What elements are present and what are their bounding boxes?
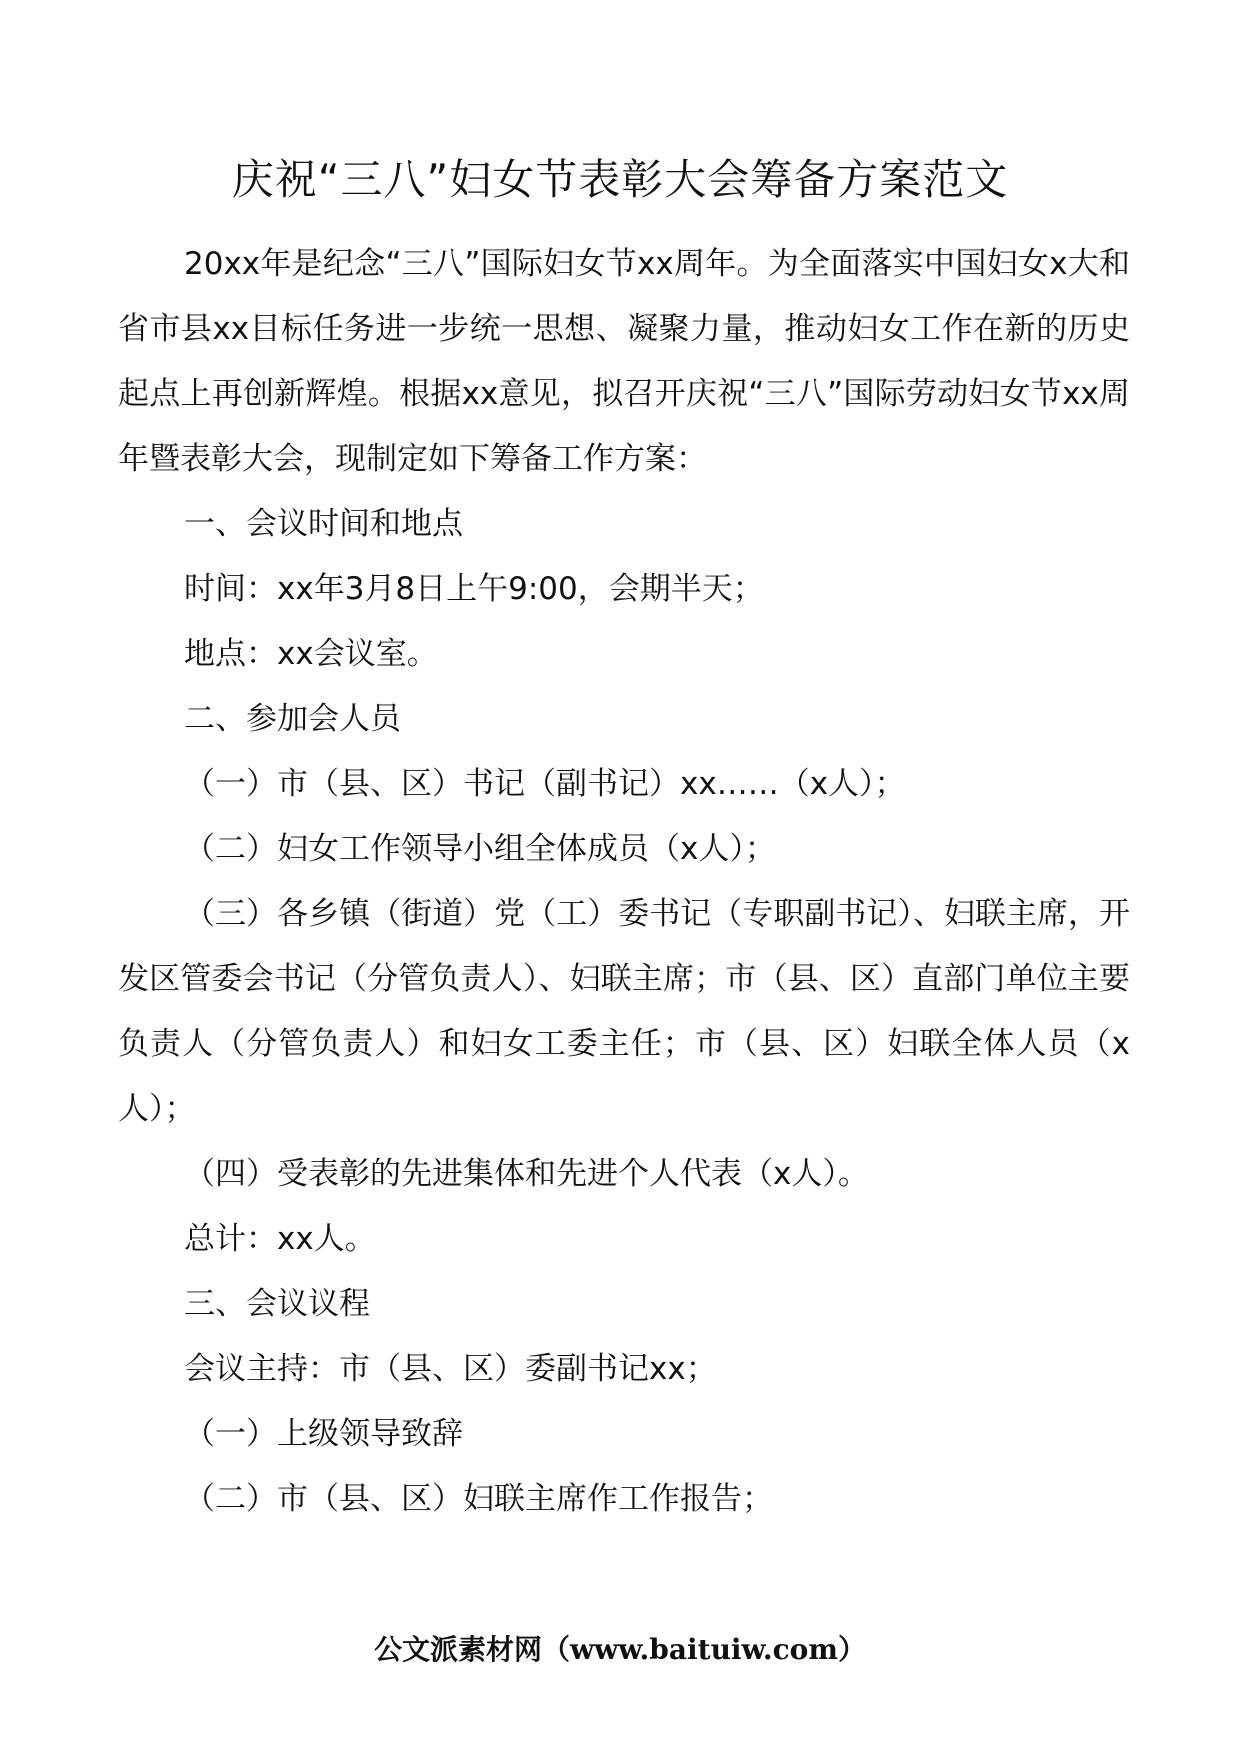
paragraph: 会议主持：市（县、区）委副书记xx； [184,1351,717,1387]
paragraph: 地点：xx会议室。 [184,636,438,672]
footer-watermark-text: 公文派素材网（www.baituiw.com） [374,1633,866,1666]
paragraph: 总计：xx人。 [184,1221,376,1257]
list-item: （二）市（县、区）妇联主席作工作报告； [184,1481,773,1517]
list-item: （一）市（县、区）书记（副书记）xx……（x人）； [184,766,906,802]
section-heading: 一、会议时间和地点 [184,506,463,542]
list-item: （二）妇女工作领导小组全体成员（x人）； [184,831,776,867]
intro-paragraph: 20xx年是纪念“三八”国际妇女节xx周年。为全面落实中国妇女x大和省市县xx目标任务进一步统一思想、凝聚力量，推动妇女工作在新的历史起点上再创新辉煌。根据xx意见，拟召开庆祝“三八”国际劳动妇女节xx周年暨表彰大会，现制定如下筹备工作方案： [118,246,1130,477]
document-title: 庆祝“三八”妇女节表彰大会筹备方案范文 [231,155,1009,204]
list-item: （三）各乡镇（街道）党（工）委书记（专职副书记）、妇联主席，开发区管委会书记（分管负责人）、妇联主席；市（县、区）直部门单位主要负责人（分管负责人）和妇女工委主任；市（县、区）妇联全体人员（x人）； [118,896,1130,1127]
list-item: （一）上级领导致辞 [184,1416,463,1452]
list-item: （四）受表彰的先进集体和先进个人代表（x人）。 [184,1156,869,1192]
paragraph: 时间：xx年3月8日上午9:00，会期半天； [184,571,764,607]
section-heading: 二、参加会人员 [184,701,401,737]
section-heading: 三、会议议程 [184,1286,370,1322]
document-body [118,232,1130,1532]
